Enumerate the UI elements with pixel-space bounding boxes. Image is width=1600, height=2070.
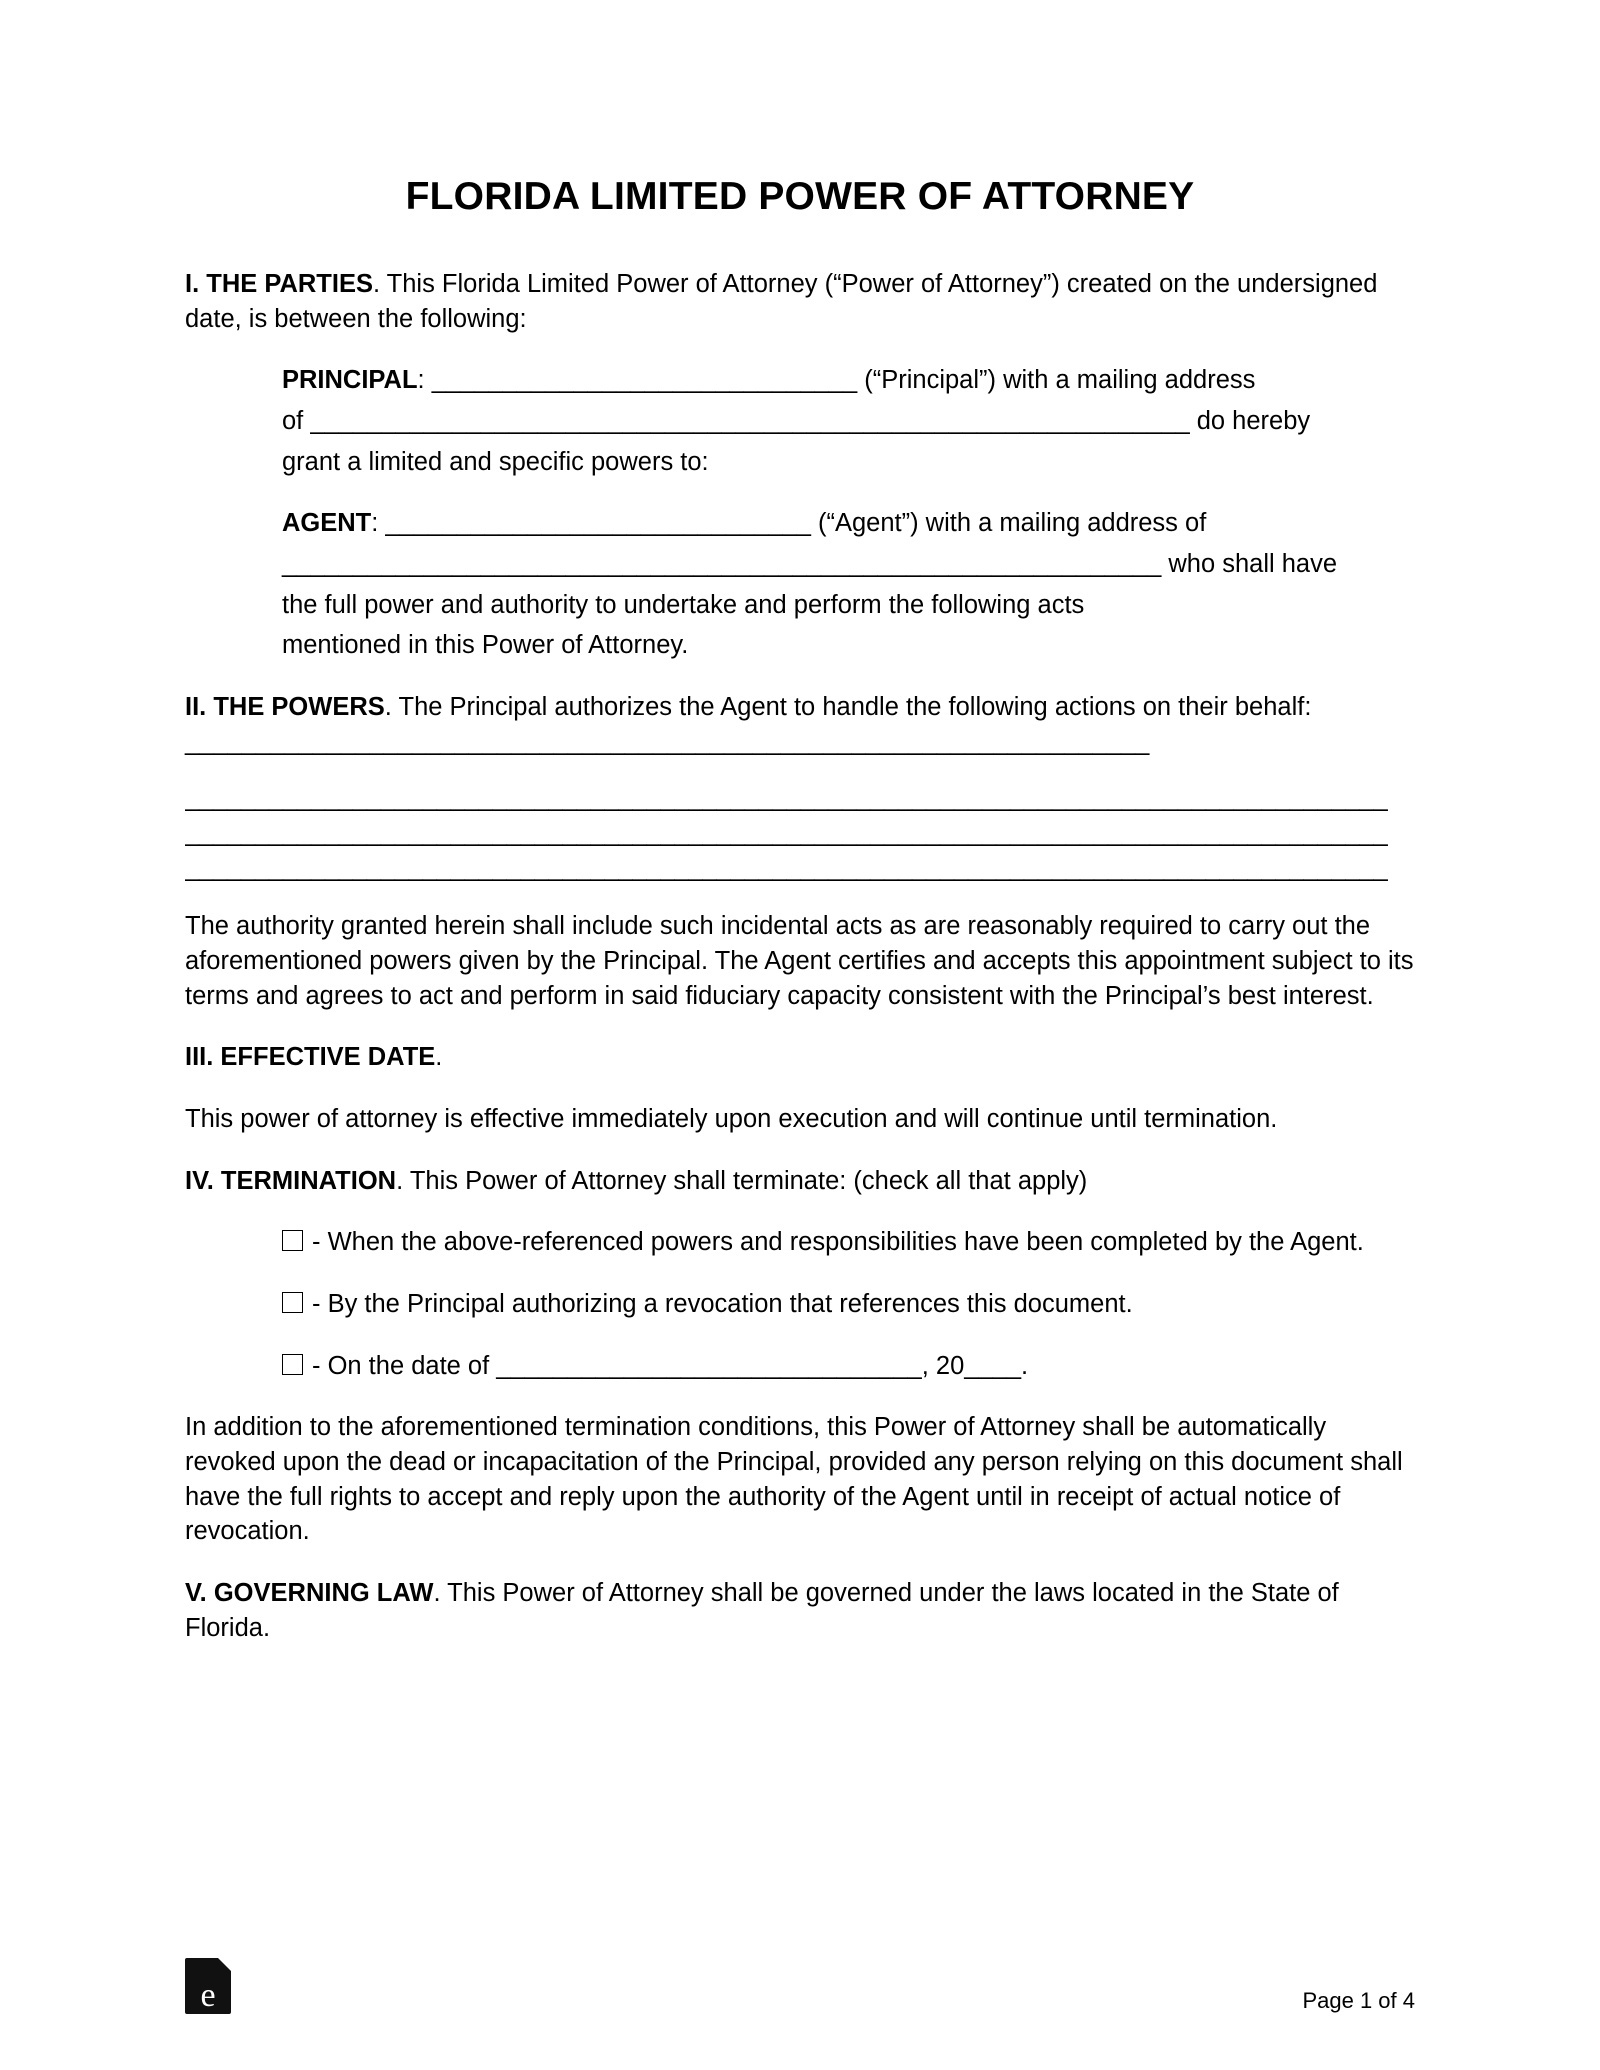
section-termination-heading: IV. TERMINATION [185, 1166, 397, 1195]
powers-blank-line: ______________________________________________________________________________________ [185, 819, 1388, 848]
section-powers-heading: II. THE POWERS [185, 693, 385, 722]
page-footer [185, 1958, 1415, 2014]
section-effective-date-heading: III. EFFECTIVE DATE [185, 1043, 436, 1072]
principal-label: PRINCIPAL [282, 366, 418, 395]
agent-line-2: ______________________________________________________________ who shall have [282, 550, 1338, 579]
checkbox-icon[interactable] [282, 1230, 303, 1251]
principal-line-1: : ______________________________ (“Principal”) with a mailing address [417, 366, 1256, 395]
termination-option-3-label: - On the date of ______________________________, 20____. [312, 1351, 1029, 1380]
section-termination-heading-row [185, 1164, 1415, 1199]
agent-label: AGENT [282, 509, 372, 538]
section-governing-law-heading: V. GOVERNING LAW [185, 1579, 434, 1608]
section-powers-text: . The Principal authorizes the Agent to handle the following actions on their behalf: ____________________________________________________________________ [185, 693, 1312, 756]
termination-option-2-label: - By the Principal authorizing a revocation that references this document. [312, 1290, 1133, 1319]
checkbox-icon[interactable] [282, 1354, 303, 1375]
section-parties-heading: I. THE PARTIES [185, 270, 373, 298]
section-termination-heading-rest: . This Power of Attorney shall terminate: (check all that apply) [396, 1166, 1088, 1195]
section-governing-law-text: . This Power of Attorney shall be governed under the laws located in the State of Florida. [185, 1579, 1339, 1642]
section-effective-date-heading-row [185, 1040, 1415, 1075]
spacer [185, 885, 1415, 909]
section-effective-date-heading-rest: . [435, 1043, 443, 1072]
page-number: Page 1 of 4 [1302, 1988, 1415, 2013]
agent-block-line-1 [282, 506, 1415, 541]
agent-line-4: mentioned in this Power of Attorney. [282, 631, 689, 660]
section-parties-intro-text: . This Florida Limited Power of Attorney (“Power of Attorney”) created on the undersigned date, is between the following: [185, 270, 1378, 333]
termination-option-1[interactable] [282, 1225, 1415, 1260]
powers-blank-line: ______________________________________________________________________________________ [185, 853, 1388, 882]
section-governing-law-row [185, 1576, 1415, 1645]
principal-block-line-1 [282, 363, 1415, 398]
powers-paragraph: The authority granted herein shall include such incidental acts as are reasonably required to carry out the aforementioned powers given by the Principal. The Agent certifies and accepts this appointment subject to its terms and agrees to act and perform in said fiduciary capacity consistent with the Principal’s best interest. [185, 912, 1414, 1010]
section-powers-intro [185, 690, 1415, 759]
termination-paragraph: In addition to the aforementioned termination conditions, this Power of Attorney shall be automatically revoked upon the dead or incapacitation of the Principal, provided any person relying on this document shall have the full rights to accept and reply upon the authority of the Agent until in receipt of actual notice of revocation. [185, 1413, 1403, 1546]
termination-option-1-label: - When the above-referenced powers and responsibilities have been completed by the Agent. [312, 1228, 1364, 1257]
section-parties-intro [185, 267, 1415, 336]
logo-letter: e [200, 1977, 216, 2014]
effective-date-paragraph: This power of attorney is effective immediately upon execution and will continue until termination. [185, 1105, 1278, 1134]
powers-blank-lines [185, 781, 1415, 885]
principal-line-2: of ______________________________________________________________ do hereby [282, 407, 1311, 436]
termination-option-3[interactable] [282, 1349, 1415, 1384]
termination-option-2[interactable] [282, 1287, 1415, 1322]
powers-blank-line: ______________________________________________________________________________________ [185, 784, 1388, 813]
checkbox-icon[interactable] [282, 1292, 303, 1313]
page-title: FLORIDA LIMITED POWER OF ATTORNEY [405, 175, 1195, 218]
principal-line-3: grant a limited and specific powers to: [282, 447, 709, 476]
agent-line-1: : ______________________________ (“Agent”) with a mailing address of [371, 509, 1207, 538]
eforms-logo-icon [185, 1958, 231, 2014]
agent-line-3: the full power and authority to undertake and perform the following acts [282, 590, 1085, 619]
